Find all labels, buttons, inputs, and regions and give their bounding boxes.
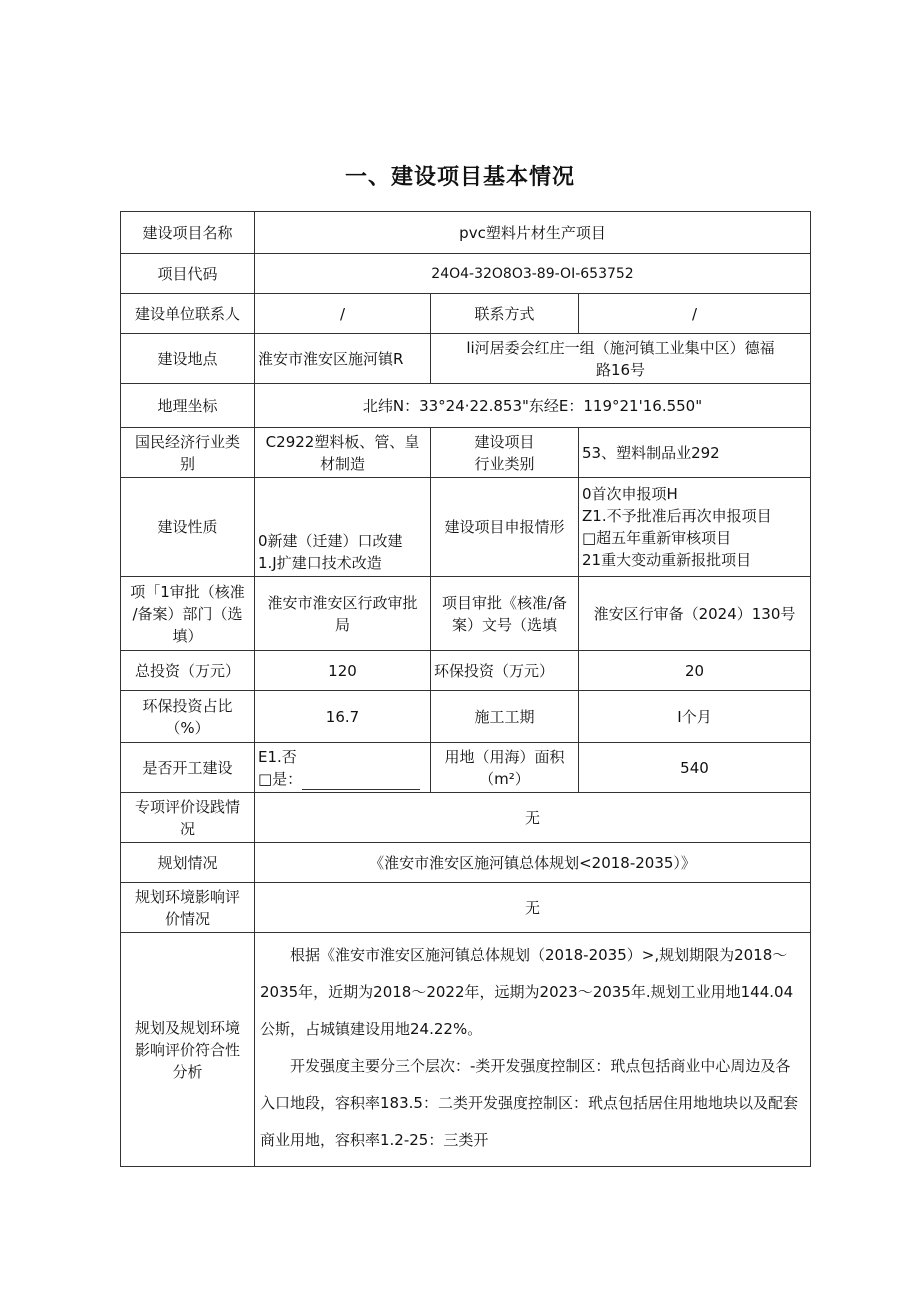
approval-label-line3: 填） <box>172 626 203 645</box>
approval-label <box>121 577 255 651</box>
special-label-line2: 况 <box>179 819 195 838</box>
location-right-line2: 路16号 <box>595 360 646 379</box>
row-started <box>121 743 811 793</box>
project-name-label: 建设项目名称 <box>121 212 255 254</box>
analysis-label-line3: 分析 <box>172 1062 203 1081</box>
row-location <box>121 334 811 384</box>
contact-label: 建设单位联系人 <box>121 294 255 334</box>
location-value-left: 淮安市淮安区施河镇R <box>255 334 431 384</box>
land-area-label-line1: 用地（用海）面积 <box>444 747 565 766</box>
approval-label-line1: 项「1审批（核准 <box>130 582 245 601</box>
row-project-code <box>121 254 811 294</box>
investment-value: 120 <box>255 651 431 691</box>
coords-label: 地理坐标 <box>121 384 255 428</box>
special-value: 无 <box>255 793 811 843</box>
nature-label: 建设性质 <box>121 478 255 577</box>
nature-value <box>255 478 431 577</box>
row-special <box>121 793 811 843</box>
approval-value-line1: 淮安市淮安区行政审批 <box>267 593 418 612</box>
row-nature <box>121 478 811 577</box>
page-title: 一、建设项目基本情况 <box>344 165 575 190</box>
approval-doc-value: 淮安区行审备（2024）130号 <box>579 577 811 651</box>
land-area-label-line2: （m²） <box>479 769 530 788</box>
project-code-label: 项目代码 <box>121 254 255 294</box>
special-label-line1: 专项评价设践情 <box>134 797 240 816</box>
row-analysis <box>121 933 811 1167</box>
row-coords <box>121 384 811 428</box>
contact-value: / <box>255 294 431 334</box>
industry-value <box>255 428 431 478</box>
started-options <box>255 743 431 793</box>
land-area-value: 540 <box>579 743 811 793</box>
location-right-line1: li河居委会红庄一组（施河镇工业集中区）德福 <box>466 338 775 357</box>
analysis-content <box>255 933 811 1167</box>
planning-value: 《淮安市淮安区施河镇总体规划<2018-2035）》 <box>255 843 811 883</box>
started-opt-yes: □是： <box>258 769 303 788</box>
started-yes-blank <box>302 773 420 790</box>
project-category-label-line1: 建设项目 <box>474 432 535 451</box>
analysis-paragraph-2: 开发强度主要分三个层次：-类开发强度控制区：玳点包括商业中心周边及各入口地段，容积率183.5：二类开发强度控制区：玳点包括居住用地地块以及配套商业用地，容积率1.2-25：三类开 <box>260 1057 798 1149</box>
analysis-label-line1: 规划及规划环境 <box>134 1018 240 1037</box>
analysis-label <box>121 933 255 1167</box>
industry-value-line2: 材制造 <box>319 454 365 473</box>
industry-label-line1: 国民经济行业类 <box>134 432 240 451</box>
row-planning <box>121 843 811 883</box>
declaration-opt2: Z1.不予批准后再次申报项目 <box>582 507 772 525</box>
row-contact <box>121 294 811 334</box>
phone-label: 联系方式 <box>431 294 579 334</box>
row-approval <box>121 577 811 651</box>
declaration-label: 建设项目申报情形 <box>431 478 579 577</box>
project-category-label <box>431 428 579 478</box>
row-industry <box>121 428 811 478</box>
approval-doc-label <box>431 577 579 651</box>
row-ratio <box>121 691 811 743</box>
ratio-label <box>121 691 255 743</box>
approval-value-line2: 局 <box>334 615 350 634</box>
location-label: 建设地点 <box>121 334 255 384</box>
ratio-value: 16.7 <box>255 691 431 743</box>
ratio-label-line1: 环保投资占比 <box>142 696 233 715</box>
approval-value <box>255 577 431 651</box>
ratio-label-line2: （%） <box>165 718 210 737</box>
declaration-opt4: 21重大变动重新报批项目 <box>582 551 752 569</box>
row-project-name <box>121 212 811 254</box>
plan-env-label <box>121 883 255 933</box>
project-category-value: 53、塑料制品业292 <box>579 428 811 478</box>
nature-value-line2: 1.J扩建口技术改造 <box>258 554 382 572</box>
project-code-value: 24O4-32O8O3-89-OI-653752 <box>255 254 811 294</box>
row-investment <box>121 651 811 691</box>
planning-label: 规划情况 <box>121 843 255 883</box>
project-category-label-line2: 行业类别 <box>474 454 535 473</box>
nature-value-line1: 0新建（迁建）口改建 <box>258 532 403 550</box>
started-label: 是否开工建设 <box>121 743 255 793</box>
industry-label <box>121 428 255 478</box>
phone-value: / <box>579 294 811 334</box>
construction-period-label: 施工工期 <box>431 691 579 743</box>
plan-env-label-line1: 规划环境影响评 <box>134 887 240 906</box>
declaration-options <box>579 478 811 577</box>
analysis-paragraph-1: 根据《淮安市淮安区施河镇总体规划（2018-2035）>,规划期限为2018～2035年，近期为2018～2022年，远期为2023～2035年.规划工业用地144.04公斯，占城镇建设用地24.22%。 <box>260 946 794 1038</box>
approval-doc-label-line2: 案）文号（选填 <box>451 615 557 634</box>
special-label <box>121 793 255 843</box>
basic-info-table <box>120 211 811 1167</box>
project-name-value: pvc塑料片材生产项目 <box>255 212 811 254</box>
location-value-right <box>431 334 811 384</box>
env-investment-label: 环保投资（万元） <box>431 651 579 691</box>
investment-label: 总投资（万元） <box>121 651 255 691</box>
industry-value-line1: C2922塑料板、管、皇 <box>265 432 420 451</box>
coords-value: 北纬N：33°24·22.853"东经E：119°21'16.550" <box>255 384 811 428</box>
started-opt-no: E1.否 <box>258 747 297 766</box>
construction-period-value: I个月 <box>579 691 811 743</box>
declaration-opt3: □超五年重新审核项目 <box>582 529 732 547</box>
started-opt-yes-line <box>258 768 427 790</box>
declaration-opt1: 0首次申报项H <box>582 485 678 503</box>
env-investment-value: 20 <box>579 651 811 691</box>
industry-label-line2: 别 <box>179 454 195 473</box>
plan-env-value: 无 <box>255 883 811 933</box>
approval-label-line2: /备案）部门（选 <box>132 604 243 623</box>
row-plan-env <box>121 883 811 933</box>
approval-doc-label-line1: 项目审批《核准/备 <box>441 593 568 612</box>
plan-env-label-line2: 价情况 <box>164 909 210 928</box>
land-area-label <box>431 743 579 793</box>
analysis-label-line2: 影响评价符合性 <box>134 1040 240 1059</box>
